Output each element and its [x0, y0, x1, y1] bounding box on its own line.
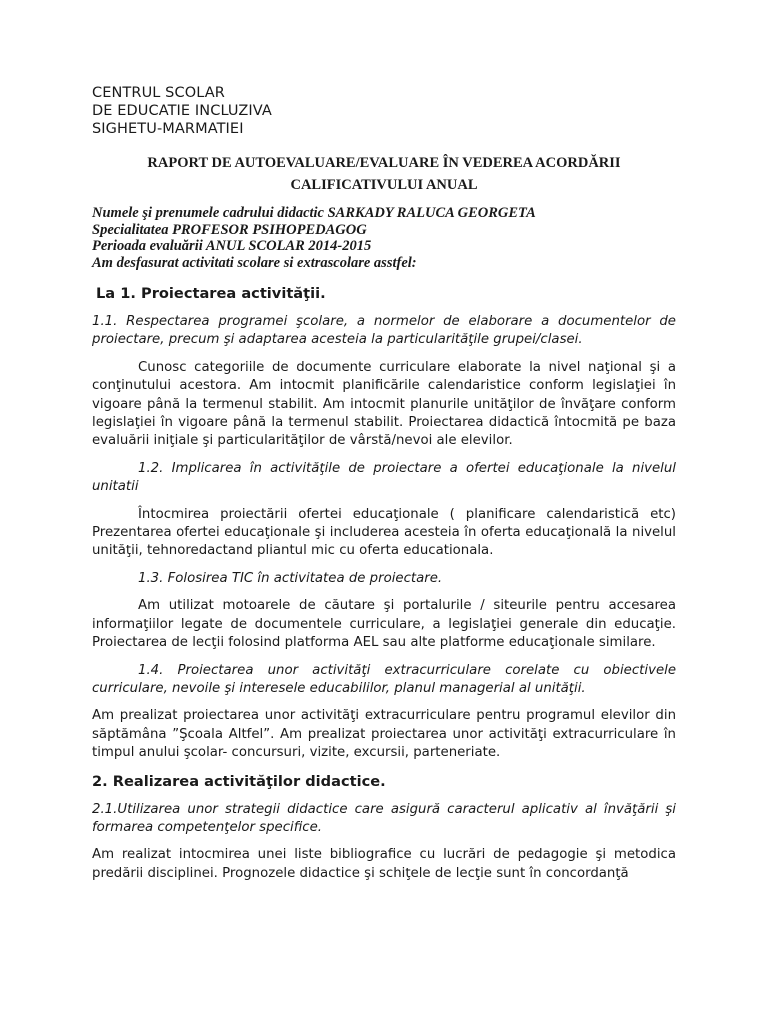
subsection-1-4-text: Am prealizat proiectarea unor activităţi extracurriculare pentru programul elevilor din săptămâna ”Şcoala Altfel”. Am prealizat proiectarea unor activităţi extracurriculare în timpul anului şcolar- concursuri, vizite, excursii, parteneriate. — [92, 708, 676, 761]
subsection-1-4-title: 1.4. Proiectarea unor activităţi extracurriculare corelate cu obiectivele curriculare, nevoile şi interesele educabililor, planul managerial al unităţii. — [92, 662, 676, 696]
document-title — [92, 152, 676, 196]
institution-line-3: SIGHETU-MARMATIEI — [92, 121, 244, 137]
section-1-heading: La 1. Proiectarea activităţii. — [96, 285, 326, 302]
subsection-1-1-title: 1.1. Respectarea programei şcolare, a normelor de elaborare a documentelor de proiectare, precum şi adaptarea acesteia la particularităţile grupei/clasei. — [92, 314, 676, 348]
report-body — [92, 284, 676, 883]
subsection-1-3-text: Am utilizat motoarele de căutare şi portalurile / siteurile pentru accesarea informaţiilor legate de documentele curriculare, a legislaţiei generale din educaţie. Proiectarea de lecţii folosind platforma AEL sau alte platforme educaţionale similare. — [92, 598, 676, 651]
teacher-specialty: Specialitatea PROFESOR PSIHOPEDAGOG — [92, 221, 367, 238]
subsection-1-1-text: Cunosc categoriile de documente curriculare elaborate la nivel naţional şi a conţinutului acestora. Am intocmit planificările calendaristice conform legislaţiei în vigoare până la termenul stabilit. Am intocmit planurile unităţilor de învăţare conform legislaţiei în vigoare până la termenul stabilit. Proiectarea didactică întocmită pe baza evaluării iniţiale şi particularităţilor de vârstă/nevoi ale elevilor. — [92, 359, 676, 449]
subsection-2-1-title: 2.1.Utilizarea unor strategii didactice care asigură caracterul aplicativ al învăţării şi formarea competenţelor specifice. — [92, 801, 676, 835]
subsection-1-2-title: 1.2. Implicarea în activităţile de proiectare a ofertei educaţionale la nivelul unitatii — [92, 460, 676, 495]
subsection-2-1-text: Am realizat intocmirea unei liste bibliografice cu lucrări de pedagogie şi metodica predării disciplinei. Prognozele didactice şi schiţele de lecţie sunt în concordanţă — [92, 847, 676, 881]
teacher-info — [92, 205, 692, 271]
subsection-1-3-title: 1.3. Folosirea TIC în activitatea de proiectare. — [138, 570, 443, 586]
section-2-heading: 2. Realizarea activităţilor didactice. — [92, 772, 386, 790]
title-line-1: RAPORT DE AUTOEVALUARE/EVALUARE ÎN VEDEREA ACORDĂRII — [147, 155, 621, 171]
subsection-1-2-text: Întocmirea proiectării ofertei educaţionale ( planificare calendaristică etc) Prezentarea ofertei educaţionale şi includerea acesteia în oferta educaţională la nivelul unităţii, tehnoredactand pliantul mic cu oferta educationala. — [92, 506, 676, 559]
institution-line-1: CENTRUL SCOLAR — [92, 85, 225, 101]
title-line-2: CALIFICATIVULUI ANUAL — [290, 177, 478, 193]
institution-line-2: DE EDUCATIE INCLUZIVA — [92, 103, 272, 119]
evaluation-period: Perioada evaluării ANUL SCOLAR 2014-2015 — [92, 238, 372, 254]
institution-header — [92, 84, 272, 138]
teacher-name: Numele şi prenumele cadrului didactic SARKADY RALUCA GEORGETA — [92, 205, 536, 221]
activities-intro: Am desfasurat activitati scolare si extrascolare asstfel: — [92, 254, 417, 271]
